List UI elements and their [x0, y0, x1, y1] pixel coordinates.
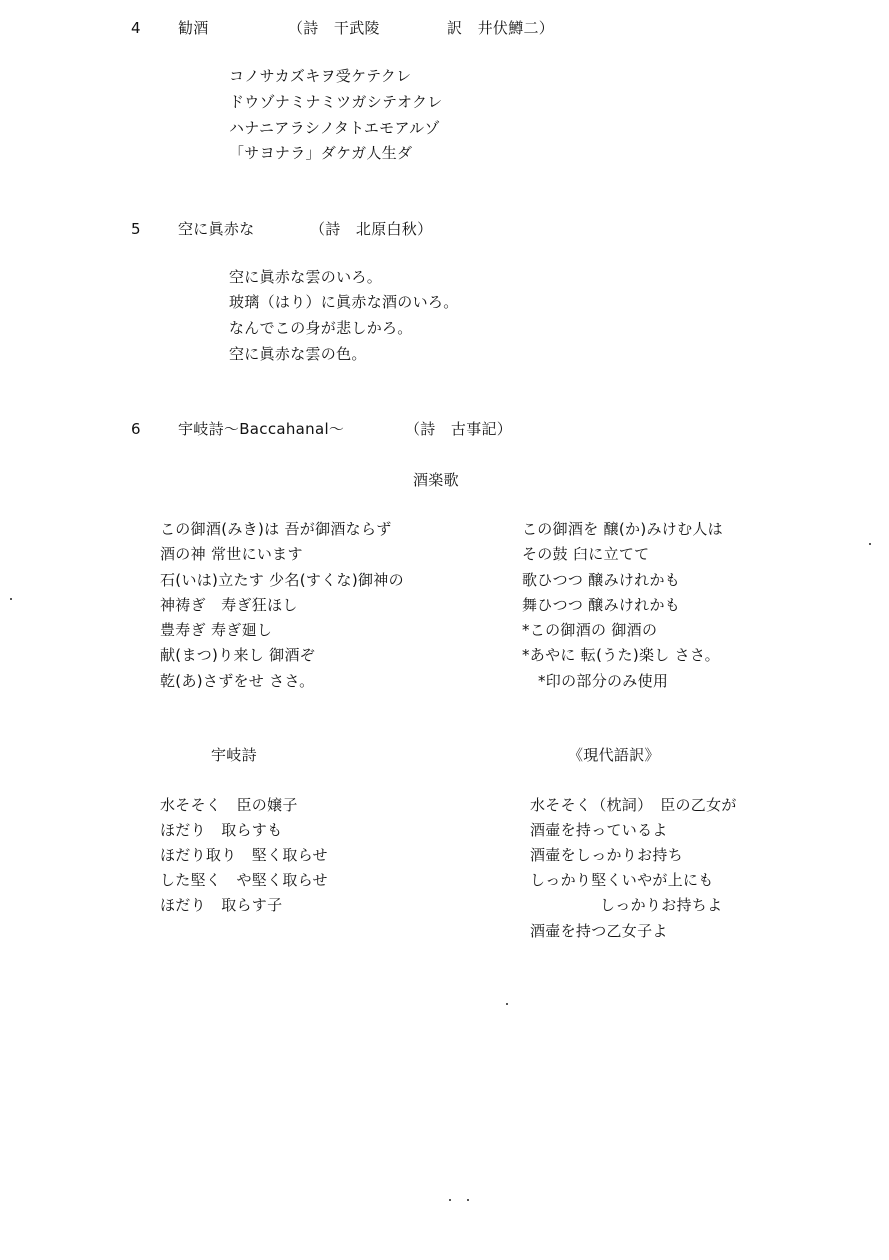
sakaraku-note: *印の部分のみ使用: [538, 672, 669, 690]
section-5-line: 空に眞赤な雲の色。: [229, 345, 367, 363]
ukiuta-heading: 宇岐詩: [211, 746, 257, 764]
sakaraku-right-line: 舞ひつつ 醸みけれかも: [522, 596, 681, 614]
section-5-title: 空に眞赤な: [178, 220, 255, 238]
sakaraku-left-line: 石(いは)立たす 少名(すくな)御神の: [160, 571, 404, 589]
section-4-poet: （詩 干武陵: [288, 19, 380, 37]
sakaraku-heading: 酒楽歌: [413, 471, 459, 489]
section-4-line: ハナニアラシノタトエモアルゾ: [229, 119, 440, 137]
sakaraku-right-line: *この御酒の 御酒の: [522, 621, 658, 639]
modern-line: 酒壷を持っているよ: [530, 821, 668, 839]
modern-line: 酒壷を持つ乙女子よ: [530, 922, 668, 940]
scan-speck: [10, 598, 12, 600]
section-6-number: 6: [131, 420, 141, 438]
ukiuta-line: ほだり 取らす子: [160, 896, 283, 914]
section-4-title: 勧酒: [178, 19, 209, 37]
sakaraku-left-line: 豊寿ぎ 寿ぎ廻し: [160, 621, 273, 639]
modern-line: しっかりお持ちよ: [600, 896, 723, 914]
section-4-number: 4: [131, 19, 141, 37]
modern-line: 水そそく（枕詞） 臣の乙女が: [530, 796, 737, 814]
section-5-line: 空に眞赤な雲のいろ。: [229, 268, 383, 286]
sakaraku-right-line: 歌ひつつ 醸みけれかも: [522, 571, 681, 589]
sakaraku-left-line: 神祷ぎ 寿ぎ狂ほし: [160, 596, 298, 614]
modern-heading: 《現代語訳》: [568, 746, 660, 764]
section-6-title: 宇岐詩～Baccahanal～: [178, 420, 345, 438]
sakaraku-left-line: 乾(あ)さずをせ ささ。: [160, 672, 315, 690]
ukiuta-line: した堅く や堅く取らせ: [160, 871, 328, 889]
scan-speck: [869, 543, 871, 545]
section-4-line: 「サヨナラ」ダケガ人生ダ: [229, 144, 413, 162]
sakaraku-left-line: 献(まつ)り来し 御酒ぞ: [160, 646, 316, 664]
section-4-line: コノサカズキヲ受ケテクレ: [229, 67, 412, 85]
modern-line: 酒壷をしっかりお持ち: [530, 846, 684, 864]
section-5-line: なんでこの身が悲しかろ。: [229, 319, 413, 337]
section-4-translator: 訳 井伏鱒二）: [447, 19, 555, 37]
scan-speck: [506, 1003, 508, 1005]
ukiuta-line: ほだり 取らすも: [160, 821, 283, 839]
section-5-poet: （詩 北原白秋）: [310, 220, 433, 238]
section-5-number: 5: [131, 220, 141, 238]
sakaraku-right-line: *あやに 転(うた)楽し ささ。: [522, 646, 720, 664]
sakaraku-left-line: 酒の神 常世にいます: [160, 545, 303, 563]
section-4-line: ドウゾナミナミツガシテオクレ: [229, 93, 443, 111]
section-6-source: （詩 古事記）: [405, 420, 513, 438]
section-5-line: 玻璃（はり）に眞赤な酒のいろ。: [229, 293, 459, 311]
sakaraku-left-line: この御酒(みき)は 吾が御酒ならず: [160, 520, 392, 538]
sakaraku-right-line: その鼓 臼に立てて: [522, 545, 650, 563]
scan-speck: [467, 1199, 469, 1201]
sakaraku-right-line: この御酒を 醸(か)みけむ人は: [522, 520, 723, 538]
ukiuta-line: ほだり取り 堅く取らせ: [160, 846, 328, 864]
scan-speck: [449, 1199, 451, 1201]
modern-line: しっかり堅くいやが上にも: [530, 871, 714, 889]
ukiuta-line: 水そそく 臣の嬢子: [160, 796, 298, 814]
